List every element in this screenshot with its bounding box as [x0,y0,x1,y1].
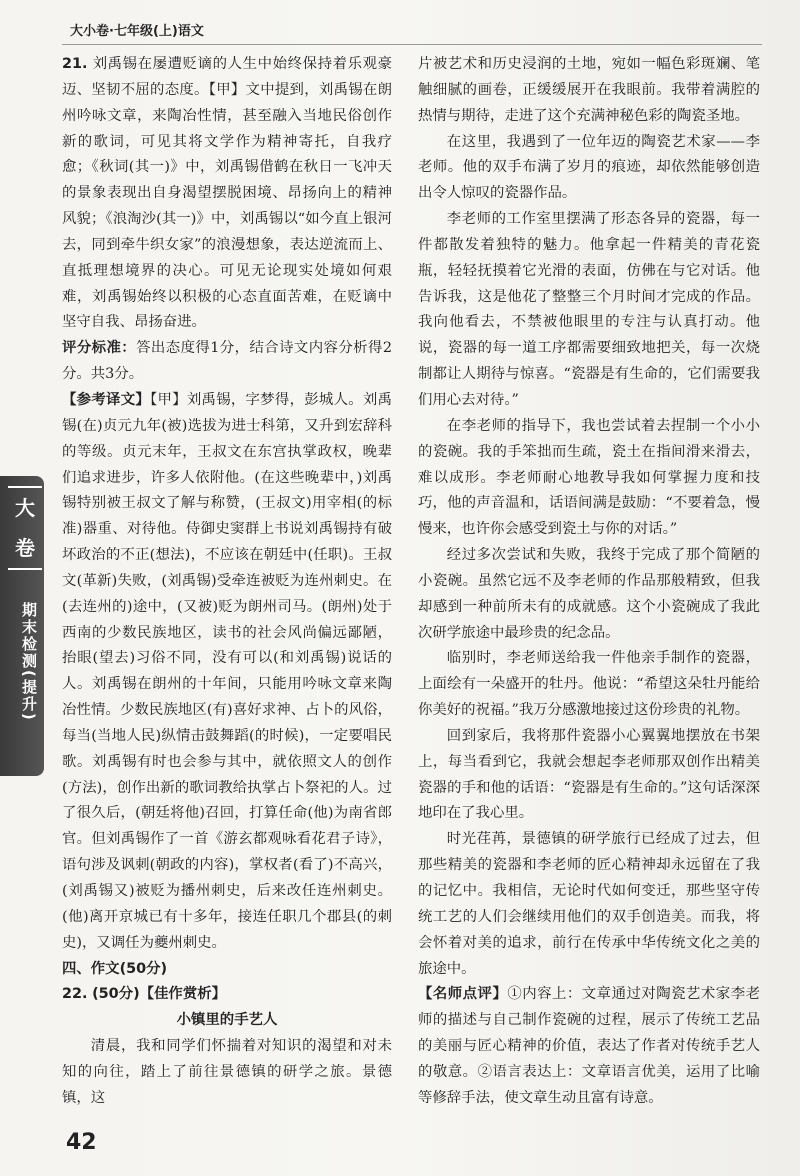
reference-label: 【参考译文】 [62,391,151,408]
reference-translation [62,388,392,957]
essay-paragraph-4: 在李老师的指导下，我也尝试着去捏制一个小小的瓷碗。我的手笨拙而生疏，瓷土在指间滑来滑去，难以成形。李老师耐心地教导我如何掌握力度和技巧，他的声音温和，话语间满是鼓励：“不要着急，慢慢来，也许你会感受到瓷土与你的对话。” [418,417,760,538]
teacher-comment-text: ①内容上：文章通过对陶瓷艺术家李老师的描述与自己制作瓷碗的过程，展示了传统工艺品的美丽与匠心精神的价值，表达了作者对传统手艺人的敬意。②语言表达上：文章语言优美，运用了比喻等修辞手法，使文章生动且富有诗意。 [418,986,760,1106]
essay-paragraph-2: 在这里，我遇到了一位年迈的陶瓷艺术家——李老师。他的双手布满了岁月的痕迹，却依然能够创造出令人惊叹的瓷器作品。 [418,133,760,202]
teacher-comment-label: 【名师点评】 [418,986,508,1003]
essay-paragraph-3: 李老师的工作室里摆满了形态各异的瓷器，每一件都散发着独特的魅力。他拿起一件精美的青花瓷瓶，轻轻抚摸着它光滑的表面，仿佛在与它对话。他告诉我，这是他花了整整三个月时间才完成的作品。我向他看去，不禁被他眼里的专注与认真打动。他说，瓷器的每一道工序都需要细致地把关，每一次烧制都让人期待与惊喜。“瓷器是有生命的，它们需要我们用心去对待。” [418,211,760,408]
essay-paragraph-6: 临别时，李老师送给我一件他亲手制作的瓷器，上面绘有一朵盛开的牡丹。他说：“希望这朵牡丹能给你美好的祝福。”我万分感激地接过这份珍贵的礼物。 [418,650,760,719]
q21-answer [62,52,392,336]
essay-title: 小镇里的手艺人 [176,1012,278,1029]
left-column [62,52,392,1112]
reference-text: 【甲】刘禹锡，字梦得，彭城人。刘禹锡(在)贞元九年(被)选拔为进士科第，又升到宏辞科的等级。贞元末年，王叔文在东宫执掌政权，晚辈们追求进步，许多人依附他。(在这些晚辈中，)刘禹锡特别被王叔文了解与称赞，(王叔文)用宰相(的标准)器重、对待他。侍御史窦群上书说刘禹锡持有破坏政治的不正(想法)，不应该在朝廷中(任职)。王叔文(革新)失败，(刘禹锡)受牵连被贬为连州刺史。在(去连州的)途中，(又被)贬为朗州司马。(朗州)处于西南的少数民族地区，读书的社会风尚偏远鄙陋，抬眼(望去)习俗不同，没有可以(和刘禹锡)说话的人。刘禹锡在朗州的十年间，只能用吟咏文章来陶冶性情。少数民族地区(有)喜好求神、占卜的风俗，每当(当地人民)纵情击鼓舞蹈(的时候)，一定要唱民歌。刘禹锡有时也会参与其中，就依照文人的创作(方法)，创作出新的歌词教给执掌占卜祭祀的人。过了很久后，(朝廷将他)召回，打算任命(他)为南省郎官。但刘禹锡作了一首《游玄都观咏看花君子诗》，语句涉及讽刺(朝政的内容)，掌权者(看了)不高兴，(刘禹锡又)被贬为播州刺史，后来改任连州刺史。(他)离开京城已有十多年，接连任职几个郡县(的刺史)，又调任为夔州刺史。 [62,391,392,951]
essay-paragraph-5: 经过多次尝试和失败，我终于完成了那个简陋的小瓷碗。虽然它远不及李老师的作品那般精致，但我却感到一种前所未有的成就感。这个小瓷碗成了我此次研学旅途中最珍贵的纪念品。 [418,547,760,641]
right-column [418,52,760,1112]
q22-number: 22. [62,986,88,1003]
essay-paragraph-8: 时光荏苒，景德镇的研学旅行已经成了过去，但那些精美的瓷器和李老师的匠心精神却永远留在了我的记忆中。我相信，无论时代如何变迁，那些坚守传统工艺的人们会继续用他们的双手创造美。而我，将会怀着对美的追求，前行在传承中华传统文化之美的旅途中。 [418,831,760,977]
side-tab-subtitle: 期末检测(提升) [20,602,38,722]
essay-paragraph-7: 回到家后，我将那件瓷器小心翼翼地摆放在书架上，每当看到它，我就会想起李老师那双创作出精美瓷器的手和他的话语：“瓷器是有生命的。”这句话深深地印在了我心里。 [418,727,760,822]
side-tab-char-2: 卷 [15,536,35,560]
header-rule [62,44,762,45]
running-header: 大小卷·七年级(上)语文 [70,24,204,39]
page-number: 42 [66,1130,97,1155]
q21-text: 刘禹锡在屡遭贬谪的人生中始终保持着乐观豪迈、坚韧不屈的态度。【甲】文中提到，刘禹锡在朗州吟咏文章，来陶冶性情，甚至融入当地民俗创作新的歌词，可见其将文学作为精神寄托，自我疗愈；《秋词(其一)》中，刘禹锡借鹤在秋日一飞冲天的景象表现出自身渴望摆脱困境、昂扬向上的精神风貌；《浪淘沙(其一)》中，刘禹锡以“如今直上银河去，同到牵牛织女家”的浪漫想象，表达逆流而上、直抵理想境界的决心。可见无论现实处境如何艰难，刘禹锡始终以积极的心态直面苦难，在贬谪中坚守自我、昂扬奋进。 [62,56,392,331]
q22-label: (50分)【佳作赏析】 [92,986,226,1003]
essay-paragraph-1-cont: 片被艺术和历史浸润的土地，宛如一幅色彩斑斓、笔触细腻的画卷，正缓缓展开在我眼前。我带着满腔的热情与期待，走进了这个充满神秘色彩的陶瓷圣地。 [418,56,760,124]
section-four-heading: 四、作文(50分) [62,960,168,977]
scoring-text: 答出态度得1分，结合诗文内容分析得2分。共3分。 [62,340,392,383]
scoring-label: 评分标准： [62,340,137,357]
q21-number: 21. [62,56,88,72]
teacher-comment [418,982,760,1111]
side-tab-big-label [8,486,42,570]
side-tab-char-1: 大 [15,496,35,520]
scoring-standard [62,336,392,388]
essay-paragraph-1: 清晨，我和同学们怀揣着对知识的渴望和对未知的向往，踏上了前往景德镇的研学之旅。景德镇，这 [62,1038,392,1106]
q22-heading [62,982,392,1008]
